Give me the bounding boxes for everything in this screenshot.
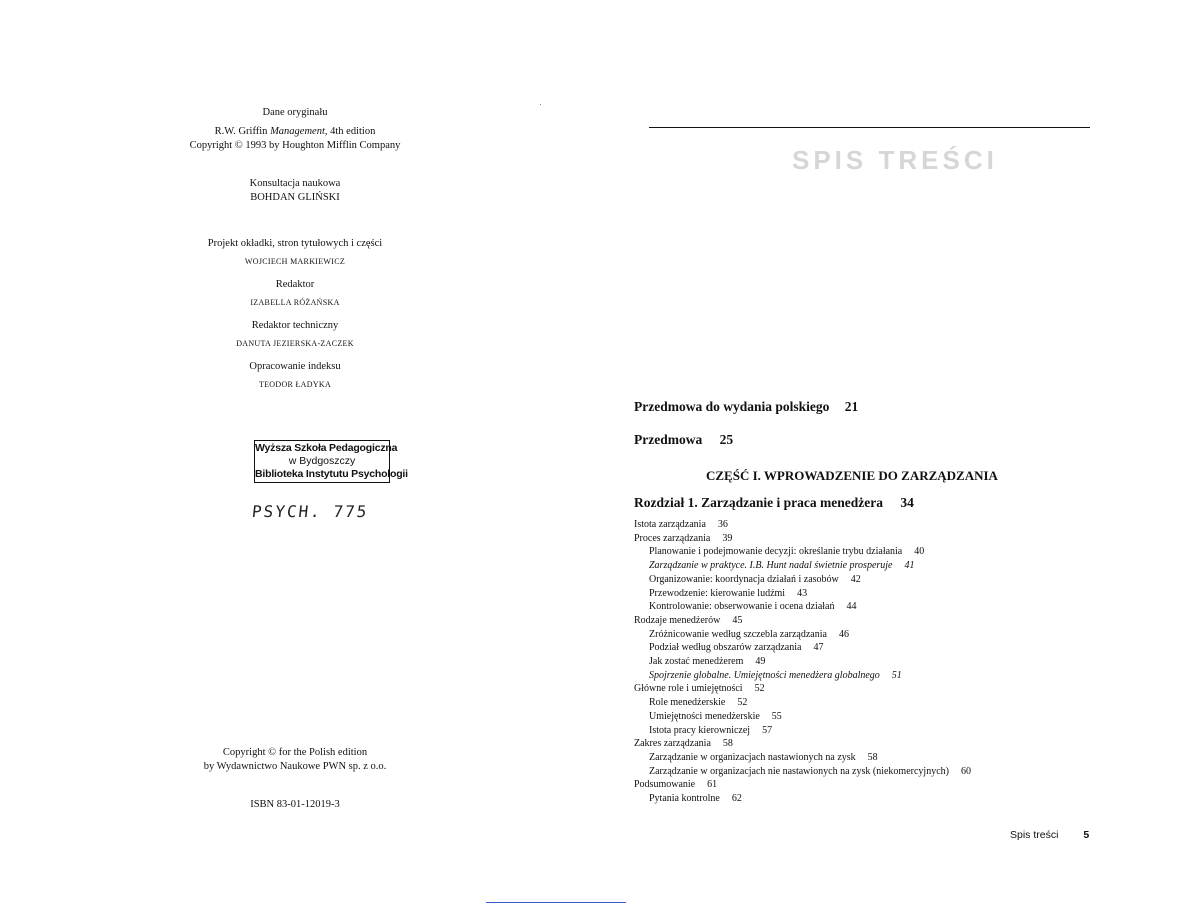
original-copyright: Copyright © 1993 by Houghton Mifflin Company [189, 140, 401, 151]
footer-page-number: 5 [1083, 829, 1090, 841]
consult-name: BOHDAN GLIŃSKI [250, 192, 340, 203]
section-title: SPIS TREŚCI [792, 145, 998, 175]
toc-item-page: 60 [960, 765, 971, 777]
toc-item-page: 44 [846, 601, 857, 613]
stamp-line-3: Biblioteka Instytutu Psychologii [255, 468, 408, 480]
toc-item-page: 40 [914, 546, 925, 558]
toc-item-title: Zarządzanie w praktyce. I.B. Hunt nadal świetnie prosperuje [649, 560, 893, 572]
consult-label: Konsultacja naukowa [249, 178, 341, 189]
right-page [594, 0, 1188, 918]
toc-item-title: Zarządzanie w organizacjach nastawionych na zysk [649, 751, 856, 763]
polish-copyright-line-1: Copyright © for the Polish edition [222, 747, 368, 758]
toc-item-title: Główne role i umiejętności [634, 683, 743, 695]
toc-item [634, 669, 1174, 683]
toc-item [634, 724, 1174, 738]
toc-item-title: Role menedżerskie [649, 697, 726, 709]
scan-speck [540, 104, 541, 105]
preface-title: Przedmowa [634, 432, 703, 447]
toc-item-page: 52 [754, 683, 765, 695]
toc-item-page: 58 [867, 751, 878, 763]
original-data-heading: Dane oryginału [262, 107, 328, 118]
toc-item [634, 778, 1174, 792]
toc-item-title: Umiejętności menedżerskie [649, 710, 760, 722]
toc-item [634, 532, 1174, 546]
toc-item-page: 43 [797, 587, 808, 599]
toc-item-page: 49 [755, 656, 766, 668]
toc-item [634, 737, 1174, 751]
toc-item-title: Istota pracy kierowniczej [649, 724, 751, 736]
toc-item [634, 628, 1174, 642]
toc-item-page: 45 [732, 614, 743, 626]
toc-item-title: Zakres zarządzania [634, 738, 711, 750]
handwritten-code: PSYCH. 775 [251, 502, 370, 521]
toc-item-title: Zarządzanie w organizacjach nie nastawionych na zysk (niekomercyjnych) [649, 765, 949, 777]
toc-item [634, 587, 1174, 601]
chapter-title: Rozdział 1. Zarządzanie i praca menedżera [634, 495, 883, 510]
toc-item-page: 57 [762, 724, 773, 736]
toc-item-title: Zróżnicowanie według szczebla zarządzania [649, 628, 827, 640]
toc-item-title: Pytania kontrolne [649, 793, 720, 805]
index-label: Opracowanie indeksu [249, 361, 341, 372]
toc-item-page: 52 [737, 697, 748, 709]
toc-item [634, 641, 1174, 655]
toc-item [634, 559, 1174, 573]
toc-item-page: 39 [722, 532, 733, 544]
toc-item-title: Spojrzenie globalne. Umiejętności menedżera globalnego [649, 669, 880, 681]
toc-item-title: Jak zostać menedżerem [649, 656, 744, 668]
toc-item-page: 46 [838, 628, 849, 640]
toc-item-title: Przewodzenie: kierowanie ludźmi [649, 587, 786, 599]
toc-item-page: 62 [731, 793, 742, 805]
toc-list [634, 518, 1174, 806]
editor-label: Redaktor [275, 279, 315, 290]
toc-item-title: Rodzaje menedżerów [634, 614, 721, 626]
original-work-line [0, 125, 590, 139]
toc-item-title: Kontrolowanie: obserwowanie i ocena działań [649, 601, 835, 613]
toc-item-page: 61 [707, 779, 718, 791]
toc-item-page: 51 [891, 669, 902, 681]
page-footer [1010, 829, 1089, 841]
top-rule [649, 127, 1090, 128]
toc-item-page: 41 [904, 560, 915, 572]
toc-item-title: Istota zarządzania [634, 519, 706, 530]
toc-item-title: Podsumowanie [634, 779, 696, 791]
editor-name: IZABELLA RÓŻAŃSKA [250, 298, 340, 307]
toc-item [634, 751, 1174, 765]
cover-label: Projekt okładki, stron tytułowych i części [207, 238, 383, 249]
toc-item-title: Organizowanie: koordynacja działań i zasobów [649, 573, 839, 585]
toc-item [634, 696, 1174, 710]
toc-item-title: Podział według obszarów zarządzania [649, 642, 802, 654]
toc-item-page: 36 [717, 519, 728, 530]
stamp-line-2: w Bydgoszczy [288, 455, 356, 467]
toc-item [634, 682, 1174, 696]
toc-item [634, 518, 1174, 532]
bottom-link-line [486, 902, 626, 903]
preface-polish-entry [634, 399, 858, 415]
footer-label: Spis treści [1010, 829, 1059, 841]
toc-item-page: 58 [722, 738, 733, 750]
part-title: CZĘŚĆ I. WPROWADZENIE DO ZARZĄDZANIA [706, 468, 998, 483]
toc-item-page: 55 [771, 710, 782, 722]
toc-item [634, 792, 1174, 806]
tech-editor-name: DANUTA JEZIERSKA-ZACZEK [236, 339, 354, 348]
toc-item-page: 42 [850, 573, 861, 585]
toc-item-title: Planowanie i podejmowanie decyzji: określanie trybu działania [649, 546, 903, 558]
toc-item [634, 573, 1174, 587]
toc-item [634, 545, 1174, 559]
toc-item [634, 710, 1174, 724]
polish-copyright-line-2: by Wydawnictwo Naukowe PWN sp. z o.o. [203, 761, 387, 772]
toc-item [634, 600, 1174, 614]
cover-name: WOJCIECH MARKIEWICZ [244, 257, 346, 266]
original-author: R.W. Griffin [214, 126, 268, 137]
chapter-page: 34 [900, 495, 914, 510]
isbn: ISBN 83-01-12019-3 [250, 799, 340, 810]
toc-item [634, 655, 1174, 669]
toc-item [634, 765, 1174, 779]
preface-page: 25 [719, 432, 734, 447]
stamp-line-1: Wyższa Szkoła Pedagogiczna [255, 442, 398, 454]
library-stamp [254, 440, 408, 483]
index-name: TEODOR ŁADYKA [258, 380, 332, 389]
tech-editor-label: Redaktor techniczny [251, 320, 339, 331]
original-title: Management, [270, 126, 328, 137]
toc-item-page: 47 [813, 642, 824, 654]
preface-entry [634, 432, 733, 448]
toc-item-title: Proces zarządzania [634, 532, 711, 544]
preface-polish-title: Przedmowa do wydania polskiego [634, 399, 830, 414]
toc-item [634, 614, 1174, 628]
original-edition: 4th edition [330, 126, 376, 137]
preface-polish-page: 21 [844, 399, 859, 414]
chapter-entry [634, 495, 914, 511]
